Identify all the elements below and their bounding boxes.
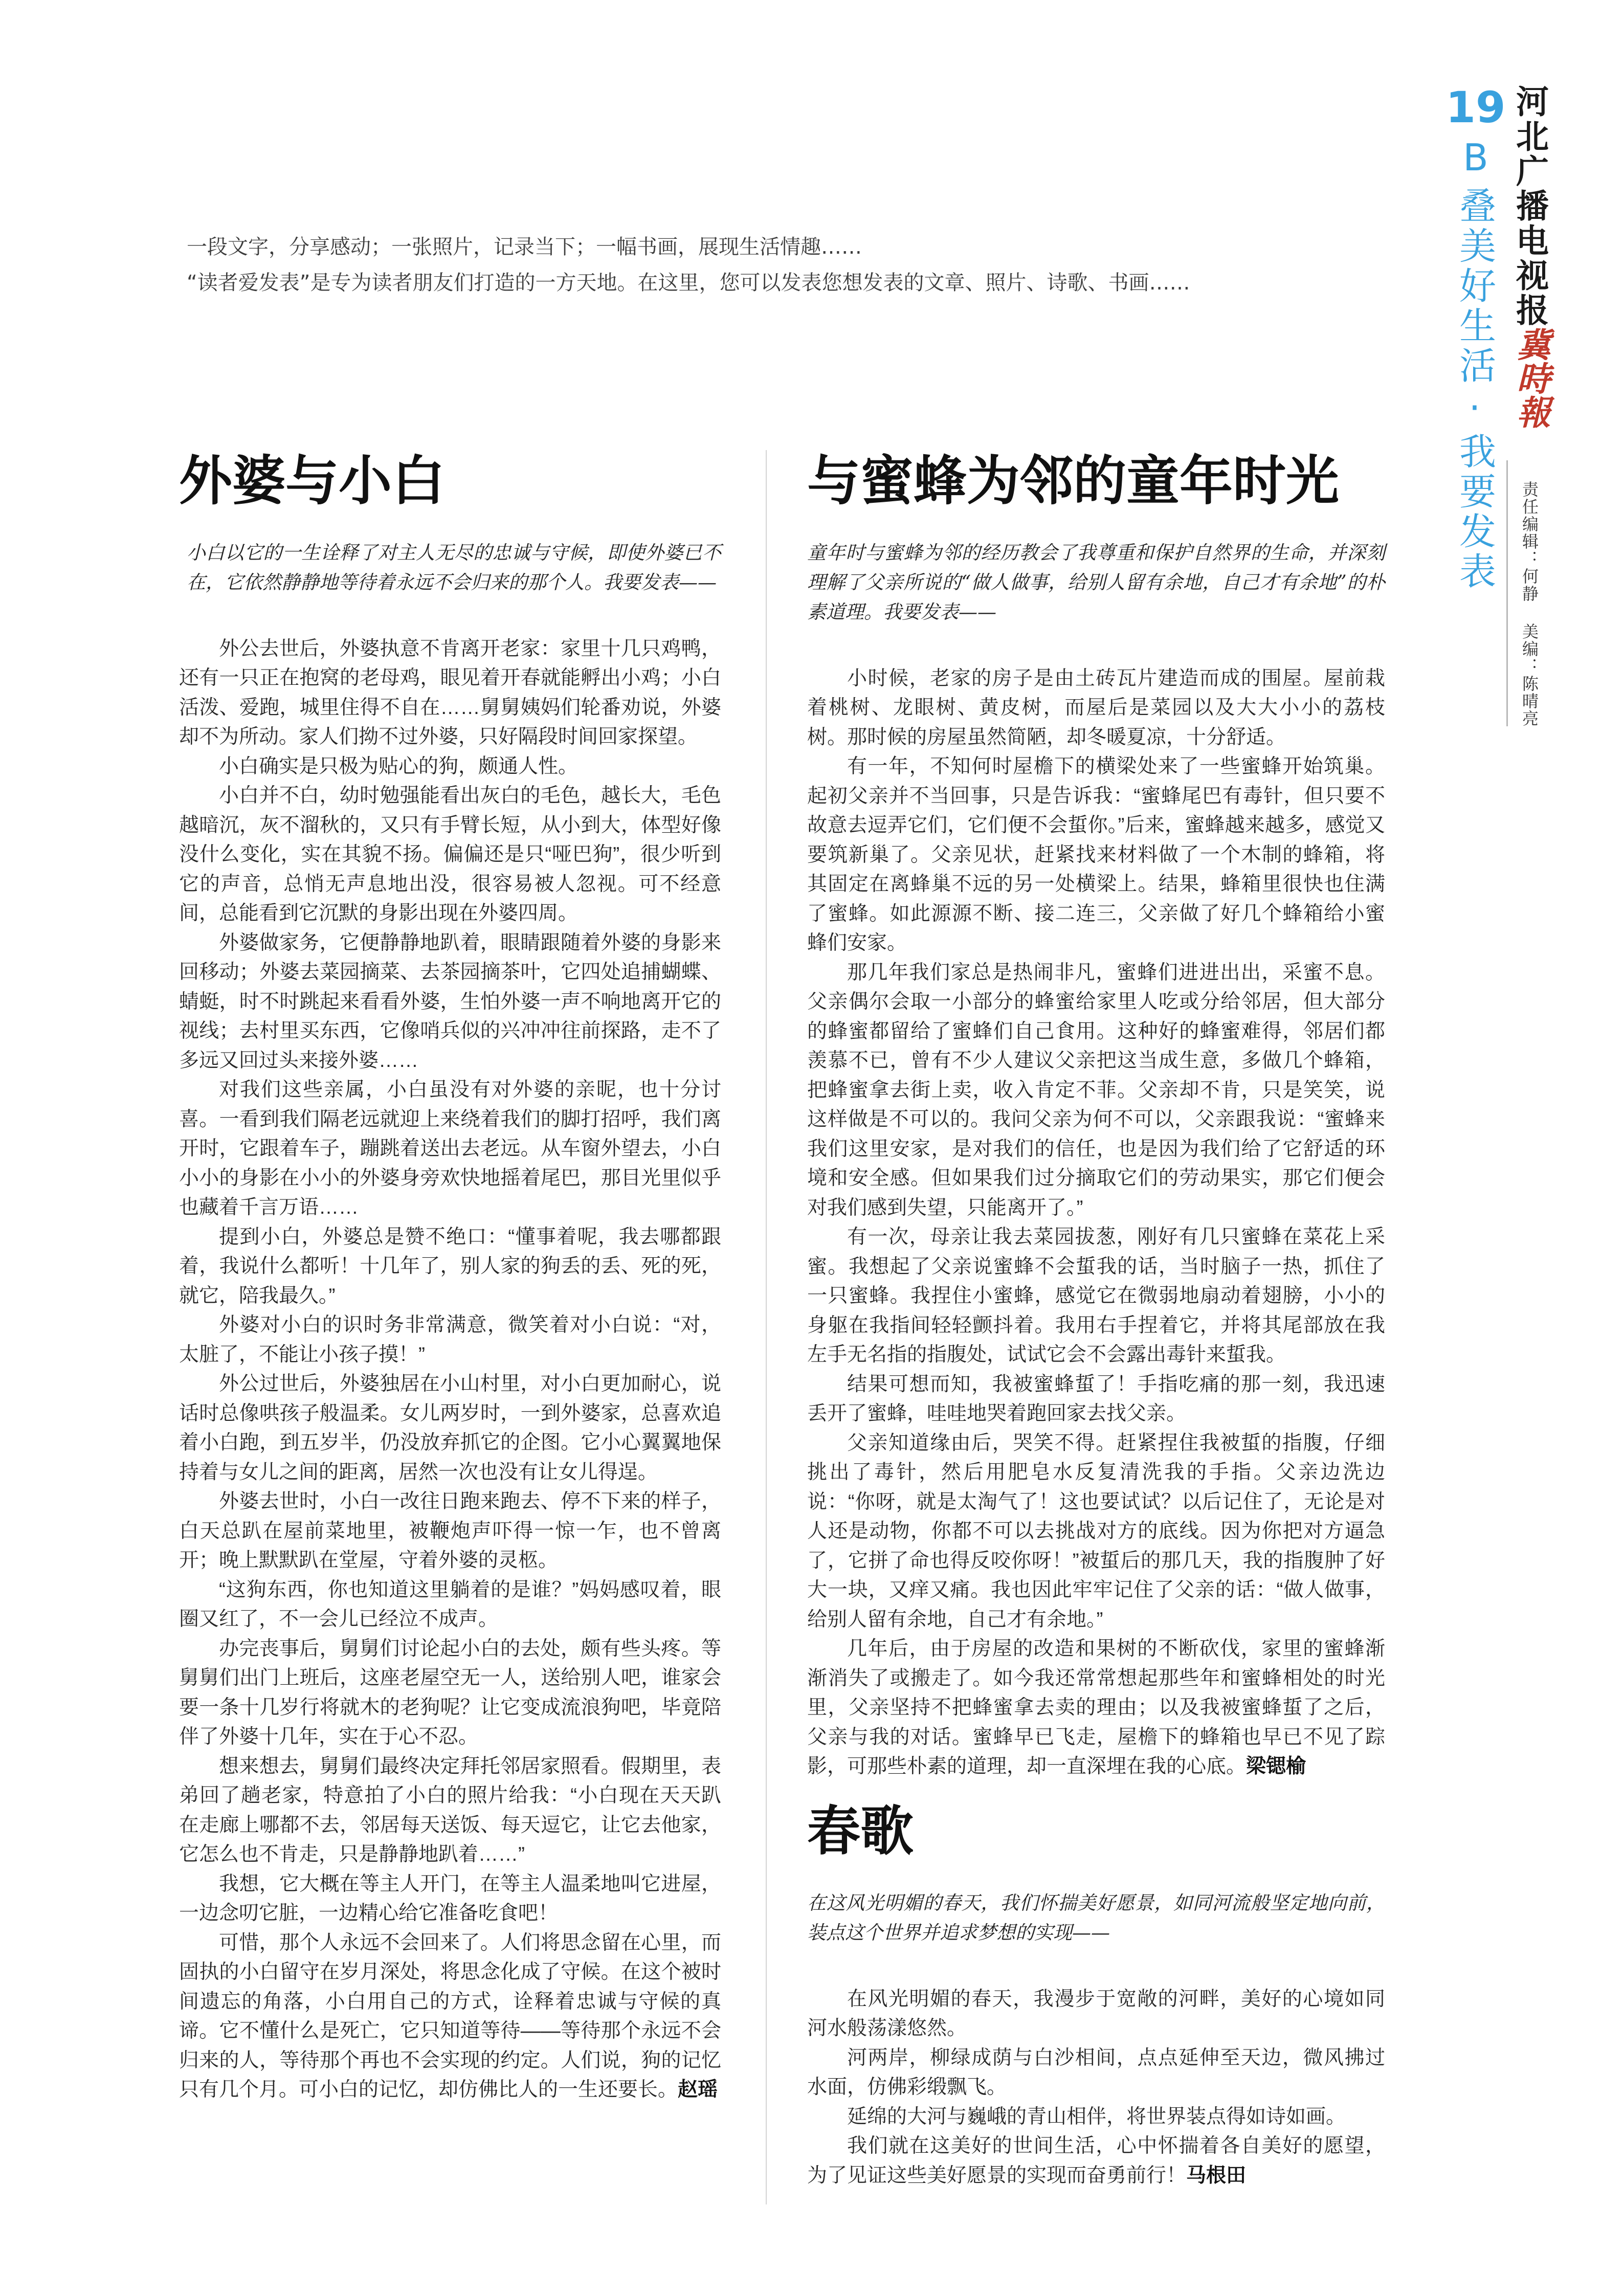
paragraph: 小白确实是只极为贴心的狗，颇通人性。	[219, 755, 579, 777]
paragraph: 结果可想而知，我被蜜蜂蜇了！手指吃痛的那一刻，我迅速丢开了蜜蜂，哇哇地哭着跑回家去找父亲。	[807, 1373, 1385, 1425]
paragraph: 我想，它大概在等主人开门，在等主人温柔地叫它进屋，一边念叨它脏，一边精心给它准备吃食吧！	[179, 1873, 721, 1925]
paragraph-last	[807, 2131, 1385, 2190]
paragraph: 小时候，老家的房子是由土砖瓦片建造而成的围屋。屋前栽着桃树、龙眼树、黄皮树，而屋后是菜园以及大大小小的荔枝树。那时候的房屋虽然简陋，却冬暖夏凉，十分舒适。	[807, 667, 1385, 748]
article-spring-song	[807, 1800, 1385, 2190]
section-letter: B	[1463, 136, 1488, 179]
paragraph: 外婆去世时，小白一改往日跑来跑去、停不下来的样子，白天总趴在屋前菜地里，被鞭炮声吓得一惊一乍，也不曾离开；晚上默默趴在堂屋，守着外婆的灵柩。	[179, 1490, 721, 1572]
article-title: 与蜜蜂为邻的童年时光	[807, 449, 1340, 512]
paragraph-text: 几年后，由于房屋的改造和果树的不断砍伐，家里的蜜蜂渐渐消失了或搬走了。如今我还常常想起那些年和蜜蜂相处的时光里，父亲坚持不把蜂蜜拿去卖的理由；以及我被蜜蜂蜇了之后，父亲与我的对话。蜜蜂早已飞走，屋檐下的蜂箱也早已不见了踪影，可那些朴素的道理，却一直深埋在我的心底。	[807, 1638, 1385, 1778]
paragraph: 外公过世后，外婆独居在小山村里，对小白更加耐心，说话时总像哄孩子般温柔。女儿两岁时，一到外婆家，总喜欢追着小白跑，到五岁半，仍没放弃抓它的企图。它小心翼翼地保持着与女儿之间的距离，居然一次也没有让女儿得逞。	[179, 1373, 721, 1483]
paragraph-last	[807, 1634, 1385, 1781]
article-lead: 童年时与蜜蜂为邻的经历教会了我尊重和保护自然界的生命，并深刻理解了父亲所说的“做人做事，给别人留有余地，自己才有余地”的朴素道理。我要发表——	[807, 541, 1385, 623]
article-body	[807, 1985, 1385, 2191]
intro-text	[187, 229, 1389, 301]
author-byline: 梁锶榆	[1246, 1755, 1306, 1778]
section-name: 叠美好生活·我要发表	[1453, 187, 1496, 592]
article-title: 春歌	[807, 1799, 914, 1862]
article-lead: 小白以它的一生诠释了对主人无尽的忠诚与守候，即使外婆已不在，它依然静静地等待着永远不会归来的那个人。我要发表——	[187, 541, 721, 593]
paragraph: 有一年，不知何时屋檐下的横梁处来了一些蜜蜂开始筑巢。起初父亲并不当回事，只是告诉我：“蜜蜂尾巴有毒针，但只要不故意去逗弄它们，它们便不会蜇你。”后来，蜜蜂越来越多，感觉又要筑新巢了。父亲见状，赶紧找来材料做了一个木制的蜂箱，将其固定在离蜂巢不远的另一处横梁上。结果，蜂箱里很快也住满了蜜蜂。如此源源不断、接二连三，父亲做了好几个蜂箱给小蜜蜂们安家。	[807, 755, 1385, 954]
editor-credits: 责任编辑：何静 美编：陈晴亮	[1520, 481, 1539, 727]
paragraph: 办完丧事后，舅舅们讨论起小白的去处，颇有些头疼。等舅舅们出门上班后，这座老屋空无一人，送给别人吧，谁家会要一条十几岁行将就木的老狗呢？让它变成流浪狗吧，毕竟陪伴了外婆十几年，实在于心不忍。	[179, 1637, 721, 1748]
newspaper-title: 河北广播电视报	[1510, 84, 1549, 328]
paragraph: 对我们这些亲属，小白虽没有对外婆的亲昵，也十分讨喜。一看到我们隔老远就迎上来绕着我们的脚打招呼，我们离开时，它跟着车子，蹦跳着送出去老远。从车窗外望去，小白小小的身影在小小的外婆身旁欢快地摇着尾巴，那目光里似乎也藏着千言万语……	[179, 1079, 721, 1219]
paragraph: 有一次，母亲让我去菜园拔葱，刚好有几只蜜蜂在菜花上采蜜。我想起了父亲说蜜蜂不会蜇我的话，当时脑子一热，抓住了一只蜜蜂。我捏住小蜜蜂，感觉它在微弱地扇动着翅膀，小小的身躯在我指间轻轻颤抖着。我用右手捏着它，并将其尾部放在我左手无名指的指腹处，试试它会不会露出毒针来蜇我。	[807, 1226, 1385, 1366]
article-bees-childhood	[807, 450, 1385, 1781]
paragraph-text: 我们就在这美好的世间生活，心中怀揣着各自美好的愿望，为了见证这些美好愿景的实现而奋勇前行！	[807, 2135, 1385, 2187]
paragraph: 小白并不白，幼时勉强能看出灰白的毛色，越长大，毛色越暗沉，灰不溜秋的，又只有手臂长短，从小到大，体型好像没什么变化，实在其貌不扬。偏偏还是只“哑巴狗”，很少听到它的声音，总悄无声息地出没，很容易被人忽视。可不经意间，总能看到它沉默的身影出现在外婆四周。	[179, 785, 721, 925]
page-number: 19	[1446, 82, 1506, 132]
paragraph-text: 可惜，那个人永远不会回来了。人们将思念留在心里，而固执的小白留守在岁月深处，将思念化成了守候。在这个被时间遗忘的角落，小白用自己的方式，诠释着忠诚与守候的真谛。它不懂什么是死亡，它只知道等待——等待那个永远不会归来的人，等待那个再也不会实现的约定。人们说，狗的记忆只有几个月。可小白的记忆，却仿佛比人的一生还要长。	[179, 1931, 721, 2101]
article-body	[179, 634, 721, 2105]
intro-line-1: 一段文字，分享感动；一张照片，记录当下；一幅书画，展现生活情趣……	[187, 235, 862, 259]
author-byline: 马根田	[1186, 2164, 1247, 2187]
paragraph: 延绵的大河与巍峨的青山相伴，将世界装点得如诗如画。	[847, 2105, 1346, 2128]
intro-line-2: “读者爱发表”是专为读者朋友们打造的一方天地。在这里，您可以发表您想发表的文章、照片、诗歌、书画……	[187, 271, 1190, 295]
article-title: 外婆与小白	[179, 449, 446, 512]
article-lead: 在这风光明媚的春天，我们怀揣美好愿景，如同河流般坚定地向前，装点这个世界并追求梦想的实现——	[807, 1891, 1385, 1944]
author-byline: 赵瑶	[678, 2079, 718, 2101]
paragraph: 提到小白，外婆总是赞不绝口：“懂事着呢，我去哪都跟着，我说什么都听！十几年了，别人家的狗丢的丢、死的死，就它，陪我最久。”	[179, 1225, 721, 1307]
column-divider	[766, 450, 767, 2204]
paragraph: 那几年我们家总是热闹非凡，蜜蜂们进进出出，采蜜不息。父亲偶尔会取一小部分的蜂蜜给家里人吃或分给邻居，但大部分的蜂蜜都留给了蜜蜂们自己食用。这种好的蜂蜜难得，邻居们都羡慕不已，曾有不少人建议父亲把这当成生意，多做几个蜂箱，把蜂蜜拿去街上卖，收入肯定不菲。父亲却不肯，只是笑笑，说这样做是不可以的。我问父亲为何不可以，父亲跟我说：“蜜蜂来我们这里安家，是对我们的信任，也是因为我们给了它舒适的环境和安全感。但如果我们过分摘取它们的劳动果实，那它们便会对我们感到失望，只能离开了。”	[807, 961, 1385, 1219]
paragraph: 想来想去，舅舅们最终决定拜托邻居家照看。假期里，表弟回了趟老家，特意拍了小白的照片给我：“小白现在天天趴在走廊上哪都不去，邻居每天送饭、每天逗它，让它去他家，它怎么也不肯走，只是静静地趴着……”	[179, 1755, 721, 1866]
newspaper-logo: 冀時報	[1511, 327, 1551, 429]
article-body	[807, 664, 1385, 1781]
masthead-divider	[1506, 460, 1508, 726]
article-grandma-and-xiaobai	[179, 450, 721, 2105]
paragraph: 河两岸，柳绿成荫与白沙相间，点点延伸至天边，微风拂过水面，仿佛彩缎飘飞。	[807, 2046, 1385, 2099]
paragraph: 外婆对小白的识时务非常满意，微笑着对小白说：“对，太脏了，不能让小孩子摸！”	[179, 1314, 721, 1366]
paragraph-last	[179, 1928, 721, 2105]
paragraph: “这狗东西，你也知道这里躺着的是谁？”妈妈感叹着，眼圈又红了，不一会儿已经泣不成声。	[179, 1578, 721, 1631]
paragraph: 父亲知道缘由后，哭笑不得。赶紧捏住我被蜇的指腹，仔细挑出了毒针，然后用肥皂水反复清洗我的手指。父亲边洗边说：“你呀，就是太淘气了！这也要试试？以后记住了，无论是对人还是动物，你都不可以去挑战对方的底线。因为你把对方逼急了，它拼了命也得反咬你呀！”被蜇后的那几天，我的指腹肿了好大一块，又痒又痛。我也因此牢牢记住了父亲的话：“做人做事，给别人留有余地，自己才有余地。”	[807, 1432, 1385, 1631]
paragraph: 外公去世后，外婆执意不肯离开老家：家里十几只鸡鸭，还有一只正在抱窝的老母鸡，眼见着开春就能孵出小鸡；小白活泼、爱跑，城里住得不自在……舅舅姨妈们轮番劝说，外婆却不为所动。家人们拗不过外婆，只好隔段时间回家探望。	[179, 637, 721, 748]
paragraph: 在风光明媚的春天，我漫步于宽敞的河畔，美好的心境如同河水般荡漾悠然。	[807, 1988, 1385, 2040]
paragraph: 外婆做家务，它便静静地趴着，眼睛跟随着外婆的身影来回移动；外婆去菜园摘菜、去茶园摘茶叶，它四处追捕蝴蝶、蜻蜓，时不时跳起来看看外婆，生怕外婆一声不响地离开它的视线；去村里买东西，它像哨兵似的兴冲冲往前探路，走不了多远又回过头来接外婆……	[179, 931, 721, 1072]
